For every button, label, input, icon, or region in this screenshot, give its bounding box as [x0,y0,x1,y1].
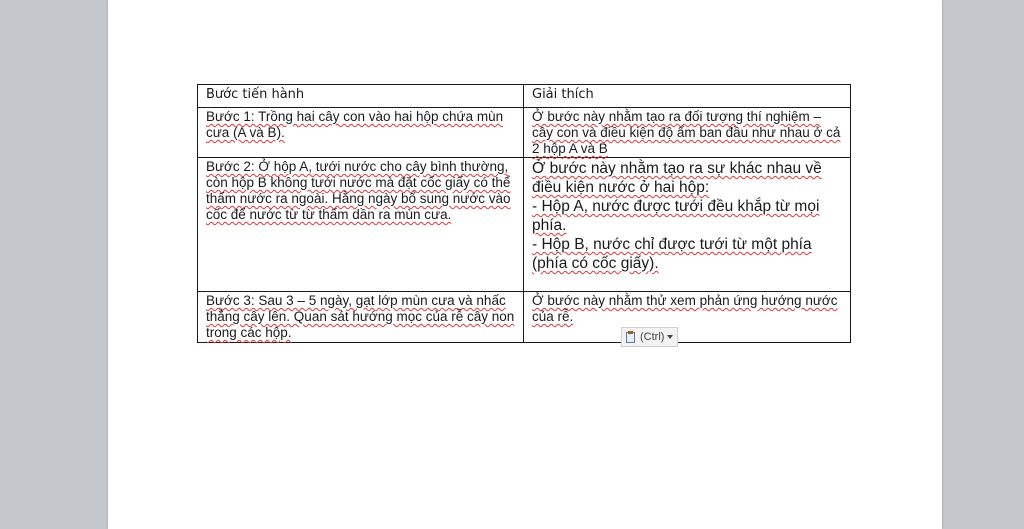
table-row [198,292,851,343]
explanation-cell[interactable] [524,158,851,292]
explanation-text: - Hộp B, nước chỉ được tưới từ một phía (phía có cốc giấy). [532,236,812,272]
step-cell[interactable] [198,108,524,158]
step-text: Bước 2: Ở hộp A, tưới nước cho cây bình thường, còn hộp B không tưới nước mà đặt cốc giấy có thể thấm nước ra ngoài. Hằng ngày bổ sung nước vào cốc để nước từ từ thấm dần ra mùn cưa. [206,159,511,222]
paste-options-label: (Ctrl) [640,331,665,343]
table-row [198,108,851,158]
explanation-text: Ở bước này nhằm thử xem phản ứng hướng nước của rễ. [532,293,838,324]
step-text: Bước 1: Trồng hai cây con vào hai hộp chứa mùn cưa (A và B). [206,109,504,140]
clipboard-icon [626,331,637,343]
explanation-cell[interactable] [524,108,851,158]
explanation-text: Ở bước này nhằm tạo ra sự khác nhau về điều kiện nước ở hai hộp: [532,160,822,196]
table-header-row [198,85,851,108]
header-cell-steps[interactable]: Bước tiến hành [198,85,524,108]
header-cell-explanation[interactable]: Giải thích [524,85,851,108]
experiment-table[interactable] [197,84,851,343]
document-page[interactable] [108,0,942,529]
table-row [198,158,851,292]
step-text: Bước 3: Sau 3 – 5 ngày, gạt lớp mùn cưa và nhấc thẳng cây lên. Quan sát hướng mọc của rễ cây non trong các hộp. [206,293,515,340]
explanation-cell[interactable] [524,292,851,343]
step-cell[interactable] [198,158,524,292]
step-cell[interactable] [198,292,524,343]
chevron-down-icon [667,335,673,339]
explanation-text: Ở bước này nhằm tạo ra đối tượng thí nghiệm – cây con và điều kiện độ ẩm ban đầu như nhau ở cả 2 hộp A và B [532,109,841,156]
explanation-text: - Hộp A, nước được tưới đều khắp từ mọi phía. [532,198,820,234]
paste-options-button[interactable] [621,327,678,347]
